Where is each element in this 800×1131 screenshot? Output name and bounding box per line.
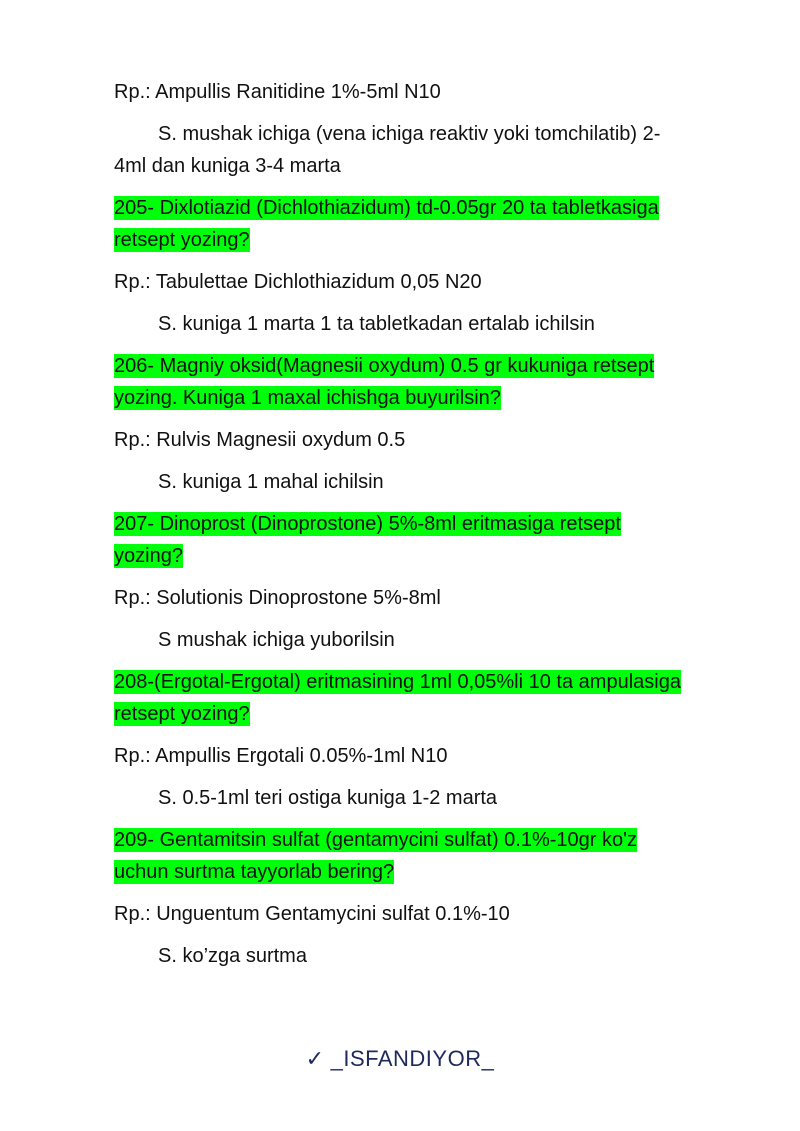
question-line: 207- Dinoprost (Dinoprostone) 5%-8ml eritmasiga retsept xyxy=(114,513,621,535)
question-line: retsept yozing? xyxy=(114,703,250,725)
signa-line-continued: 4ml dan kuniga 3-4 marta xyxy=(114,155,341,177)
question-line: retsept yozing? xyxy=(114,229,250,251)
question-line: yozing? xyxy=(114,545,183,567)
question-line: 206- Magniy oksid(Magnesii oxydum) 0.5 gr kukuniga retsept xyxy=(114,355,655,377)
question-line: uchun surtma tayyorlab bering? xyxy=(114,861,395,883)
prescription-line: Rp.: Ampullis Ergotali 0.05%-1ml N10 xyxy=(114,745,448,767)
question-208 xyxy=(114,666,754,730)
question-line: yozing. Kuniga 1 maxal ichishga buyurilsin? xyxy=(114,387,501,409)
question-line: 208-(Ergotal-Ergotal) eritmasining 1ml 0,05%li 10 ta ampulasiga xyxy=(114,671,681,693)
signa-line: S. ko’zga surtma xyxy=(158,945,307,967)
signa-line: S. 0.5-1ml teri ostiga kuniga 1-2 marta xyxy=(158,787,498,809)
signa-line: S. mushak ichiga (vena ichiga reaktiv yoki tomchilatib) 2- xyxy=(158,123,661,145)
prescription-line: Rp.: Unguentum Gentamycini sulfat 0.1%-10 xyxy=(114,903,510,925)
question-207 xyxy=(114,508,754,572)
question-209 xyxy=(114,824,754,888)
question-205 xyxy=(114,192,754,256)
question-206 xyxy=(114,350,754,414)
signa-line: S. kuniga 1 marta 1 ta tabletkadan ertalab ichilsin xyxy=(158,313,595,335)
author-signature xyxy=(0,1046,800,1072)
signature-text: _ISFANDIYOR_ xyxy=(330,1046,495,1071)
prescription-line: Rp.: Tabulettae Dichlothiazidum 0,05 N20 xyxy=(114,271,482,293)
checkmark-icon: ✓ xyxy=(305,1046,325,1071)
signa-line: S mushak ichiga yuborilsin xyxy=(158,629,395,651)
prescription-line: Rp.: Rulvis Magnesii oxydum 0.5 xyxy=(114,429,406,451)
prescription-line: Rp.: Solutionis Dinoprostone 5%-8ml xyxy=(114,587,441,609)
document-body xyxy=(114,76,754,982)
question-line: 205- Dixlotiazid (Dichlothiazidum) td-0.05gr 20 ta tabletkasiga xyxy=(114,197,659,219)
question-line: 209- Gentamitsin sulfat (gentamycini sulfat) 0.1%-10gr ko'z xyxy=(114,829,637,851)
signa-line: S. kuniga 1 mahal ichilsin xyxy=(158,471,384,493)
prescription-line: Rp.: Ampullis Ranitidine 1%-5ml N10 xyxy=(114,81,441,103)
